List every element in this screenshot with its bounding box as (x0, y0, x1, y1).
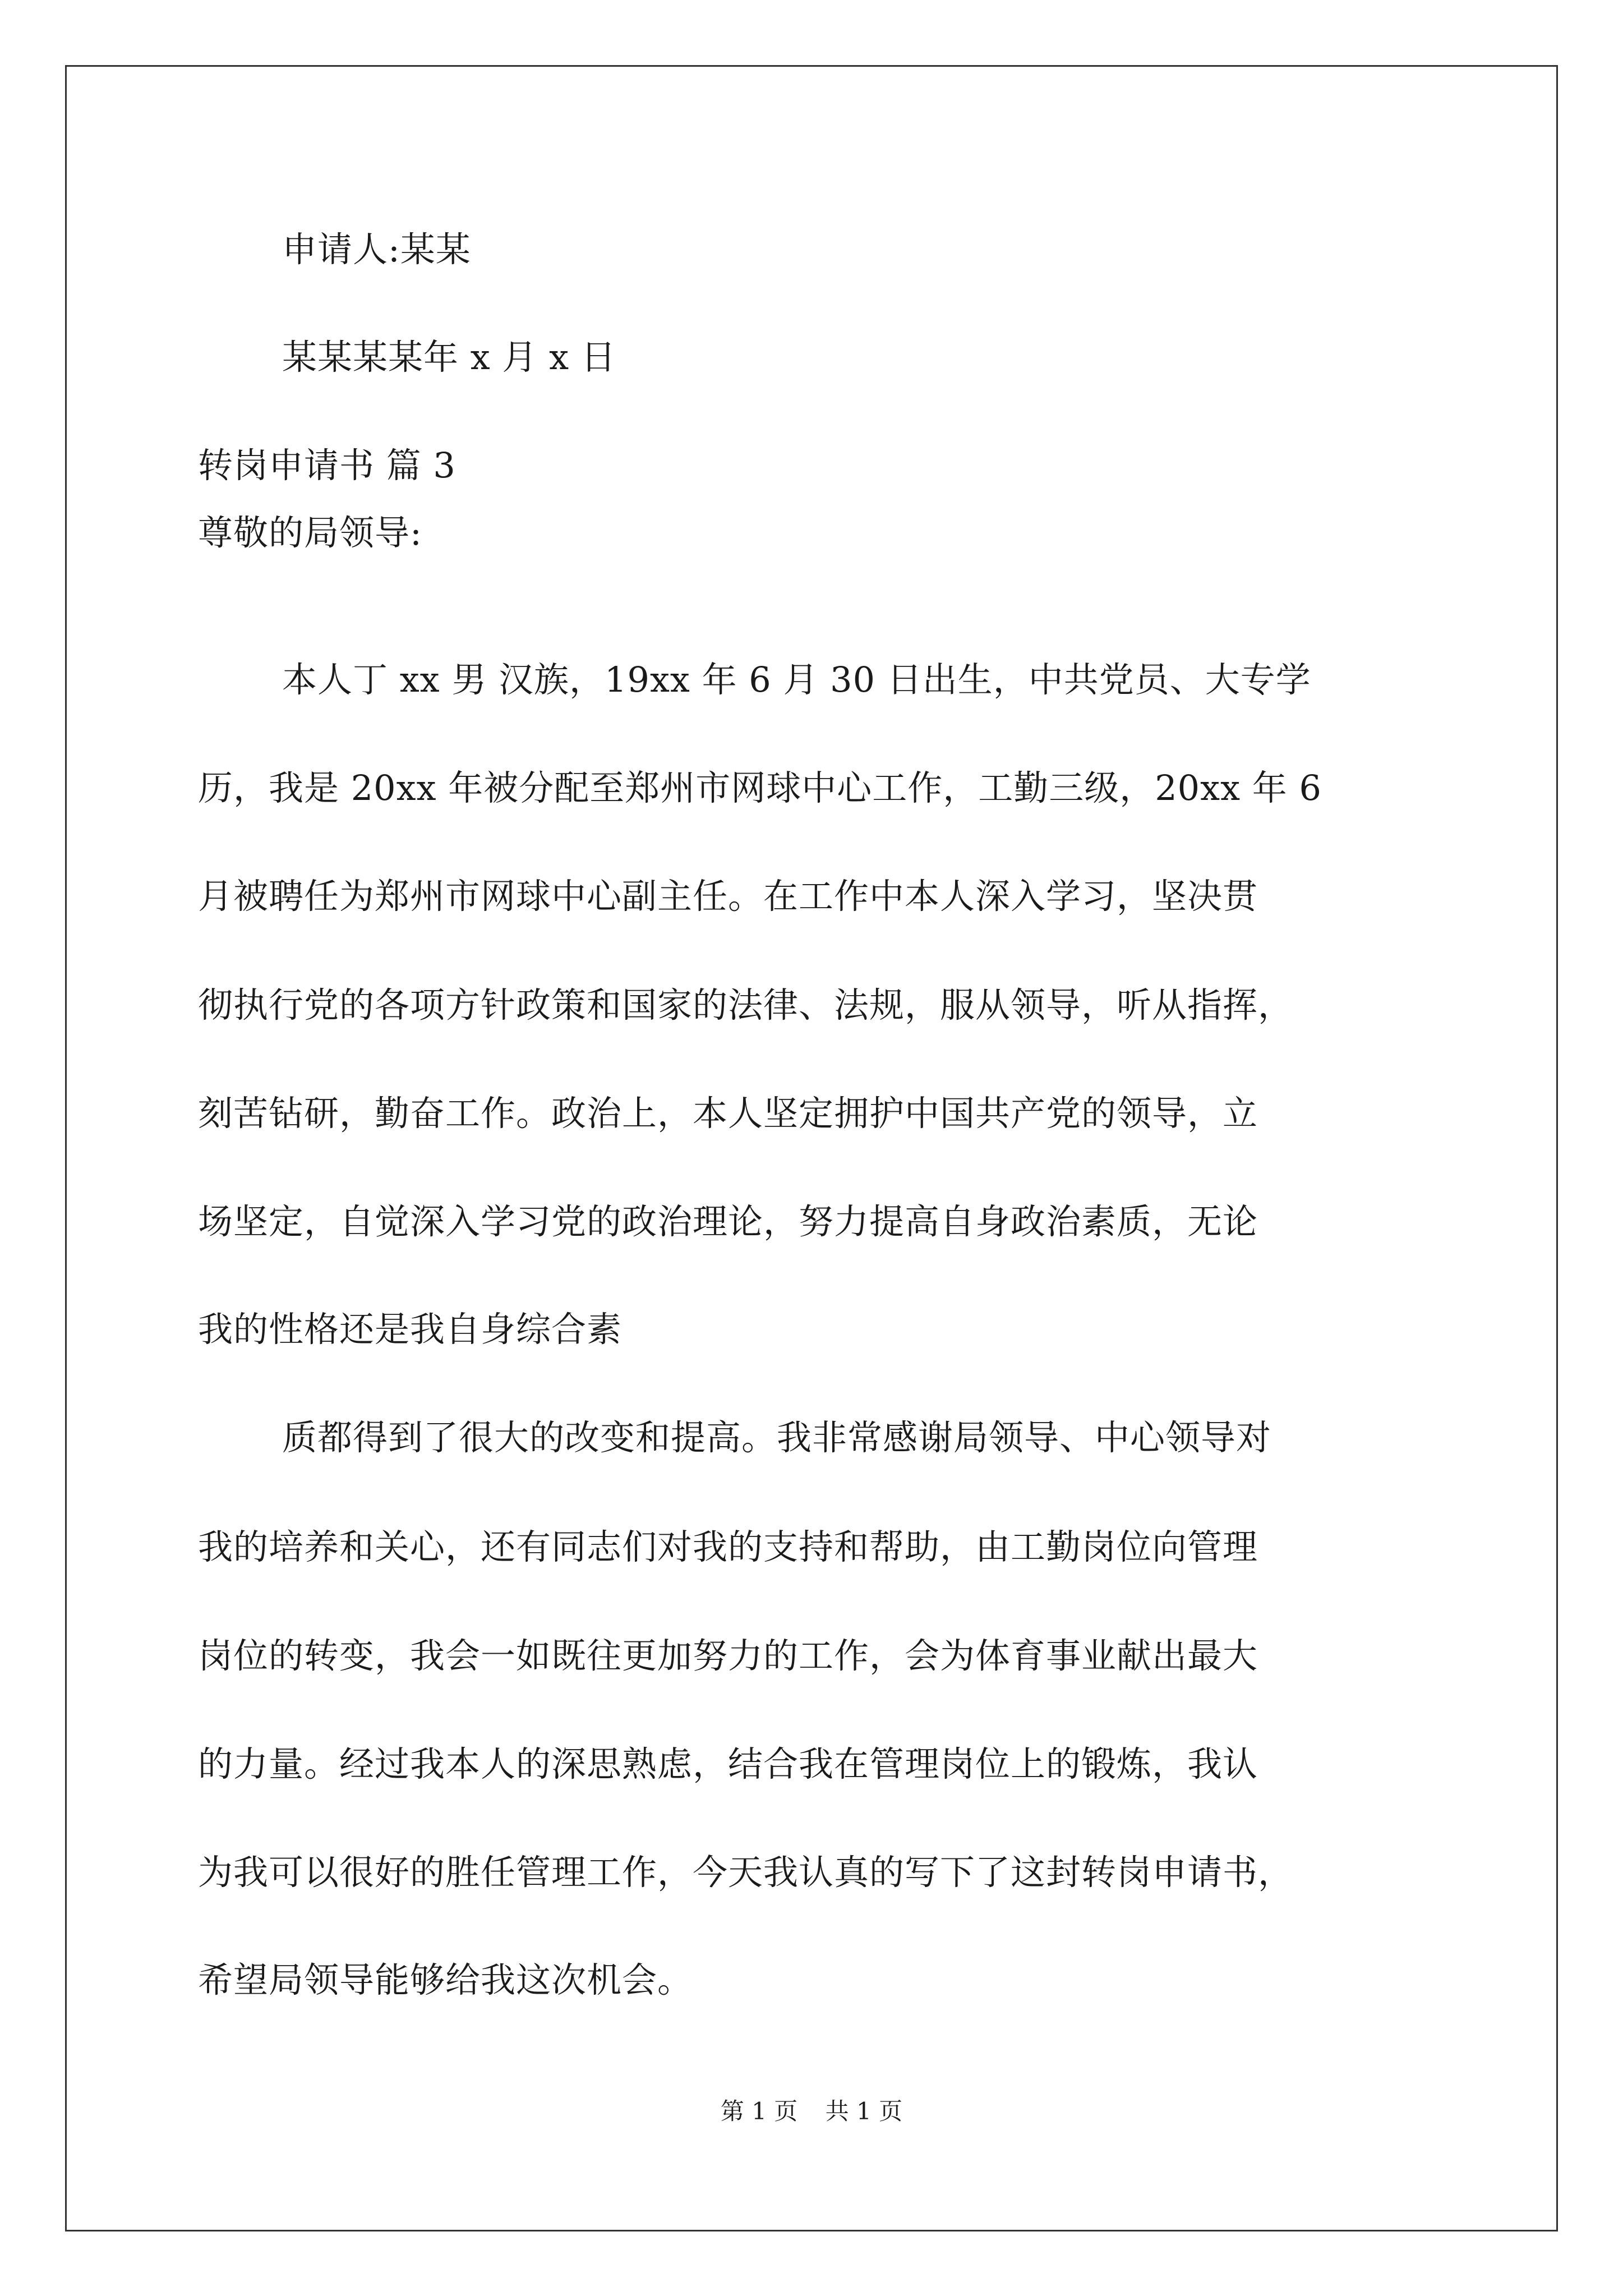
paragraph-line: 的力量。经过我本人的深思熟虑，结合我在管理岗位上的锻炼，我认 (198, 1743, 1258, 1784)
paragraph-line: 月被聘任为郑州市网球中心副主任。在工作中本人深入学习，坚决贯 (198, 876, 1258, 917)
section-title: 转岗申请书 篇 3 (198, 445, 456, 486)
paragraph-line: 彻执行党的各项方针政策和国家的法律、法规，服从领导，听从指挥， (198, 984, 1294, 1025)
paragraph-line: 场坚定，自觉深入学习党的政治理论，努力提高自身政治素质，无论 (198, 1201, 1258, 1242)
applicant-signature: 申请人:某某 (282, 229, 471, 270)
paragraph-line: 质都得到了很大的改变和提高。我非常感谢局领导、中心领导对 (282, 1417, 1272, 1458)
salutation: 尊敬的局领导: (198, 512, 422, 553)
paragraph-line: 我的性格还是我自身综合素 (198, 1309, 623, 1350)
paragraph-line: 希望局领导能够给我这次机会。 (198, 1959, 693, 2000)
page-total: 共 1 页 (825, 2097, 903, 2125)
paragraph-line: 历，我是 20xx 年被分配至郑州市网球中心工作，工勤三级，20xx 年 6 (198, 767, 1322, 808)
page-number: 第 1 页 (720, 2097, 798, 2125)
page-border (65, 65, 1558, 2231)
paragraph-line: 为我可以很好的胜任管理工作，今天我认真的写下了这封转岗申请书， (198, 1852, 1294, 1893)
paragraph-line: 刻苦钻研，勤奋工作。政治上，本人坚定拥护中国共产党的领导，立 (198, 1093, 1258, 1134)
paragraph-line: 我的培养和关心，还有同志们对我的支持和帮助，由工勤岗位向管理 (198, 1526, 1258, 1567)
signature-date: 某某某某年 x 月 x 日 (282, 337, 616, 378)
paragraph-line: 本人丁 xx 男 汉族，19xx 年 6 月 30 日出生，中共党员、大专学 (282, 659, 1311, 700)
paragraph-line: 岗位的转变，我会一如既往更加努力的工作，会为体育事业献出最大 (198, 1635, 1258, 1676)
page-footer (0, 2096, 1623, 2127)
